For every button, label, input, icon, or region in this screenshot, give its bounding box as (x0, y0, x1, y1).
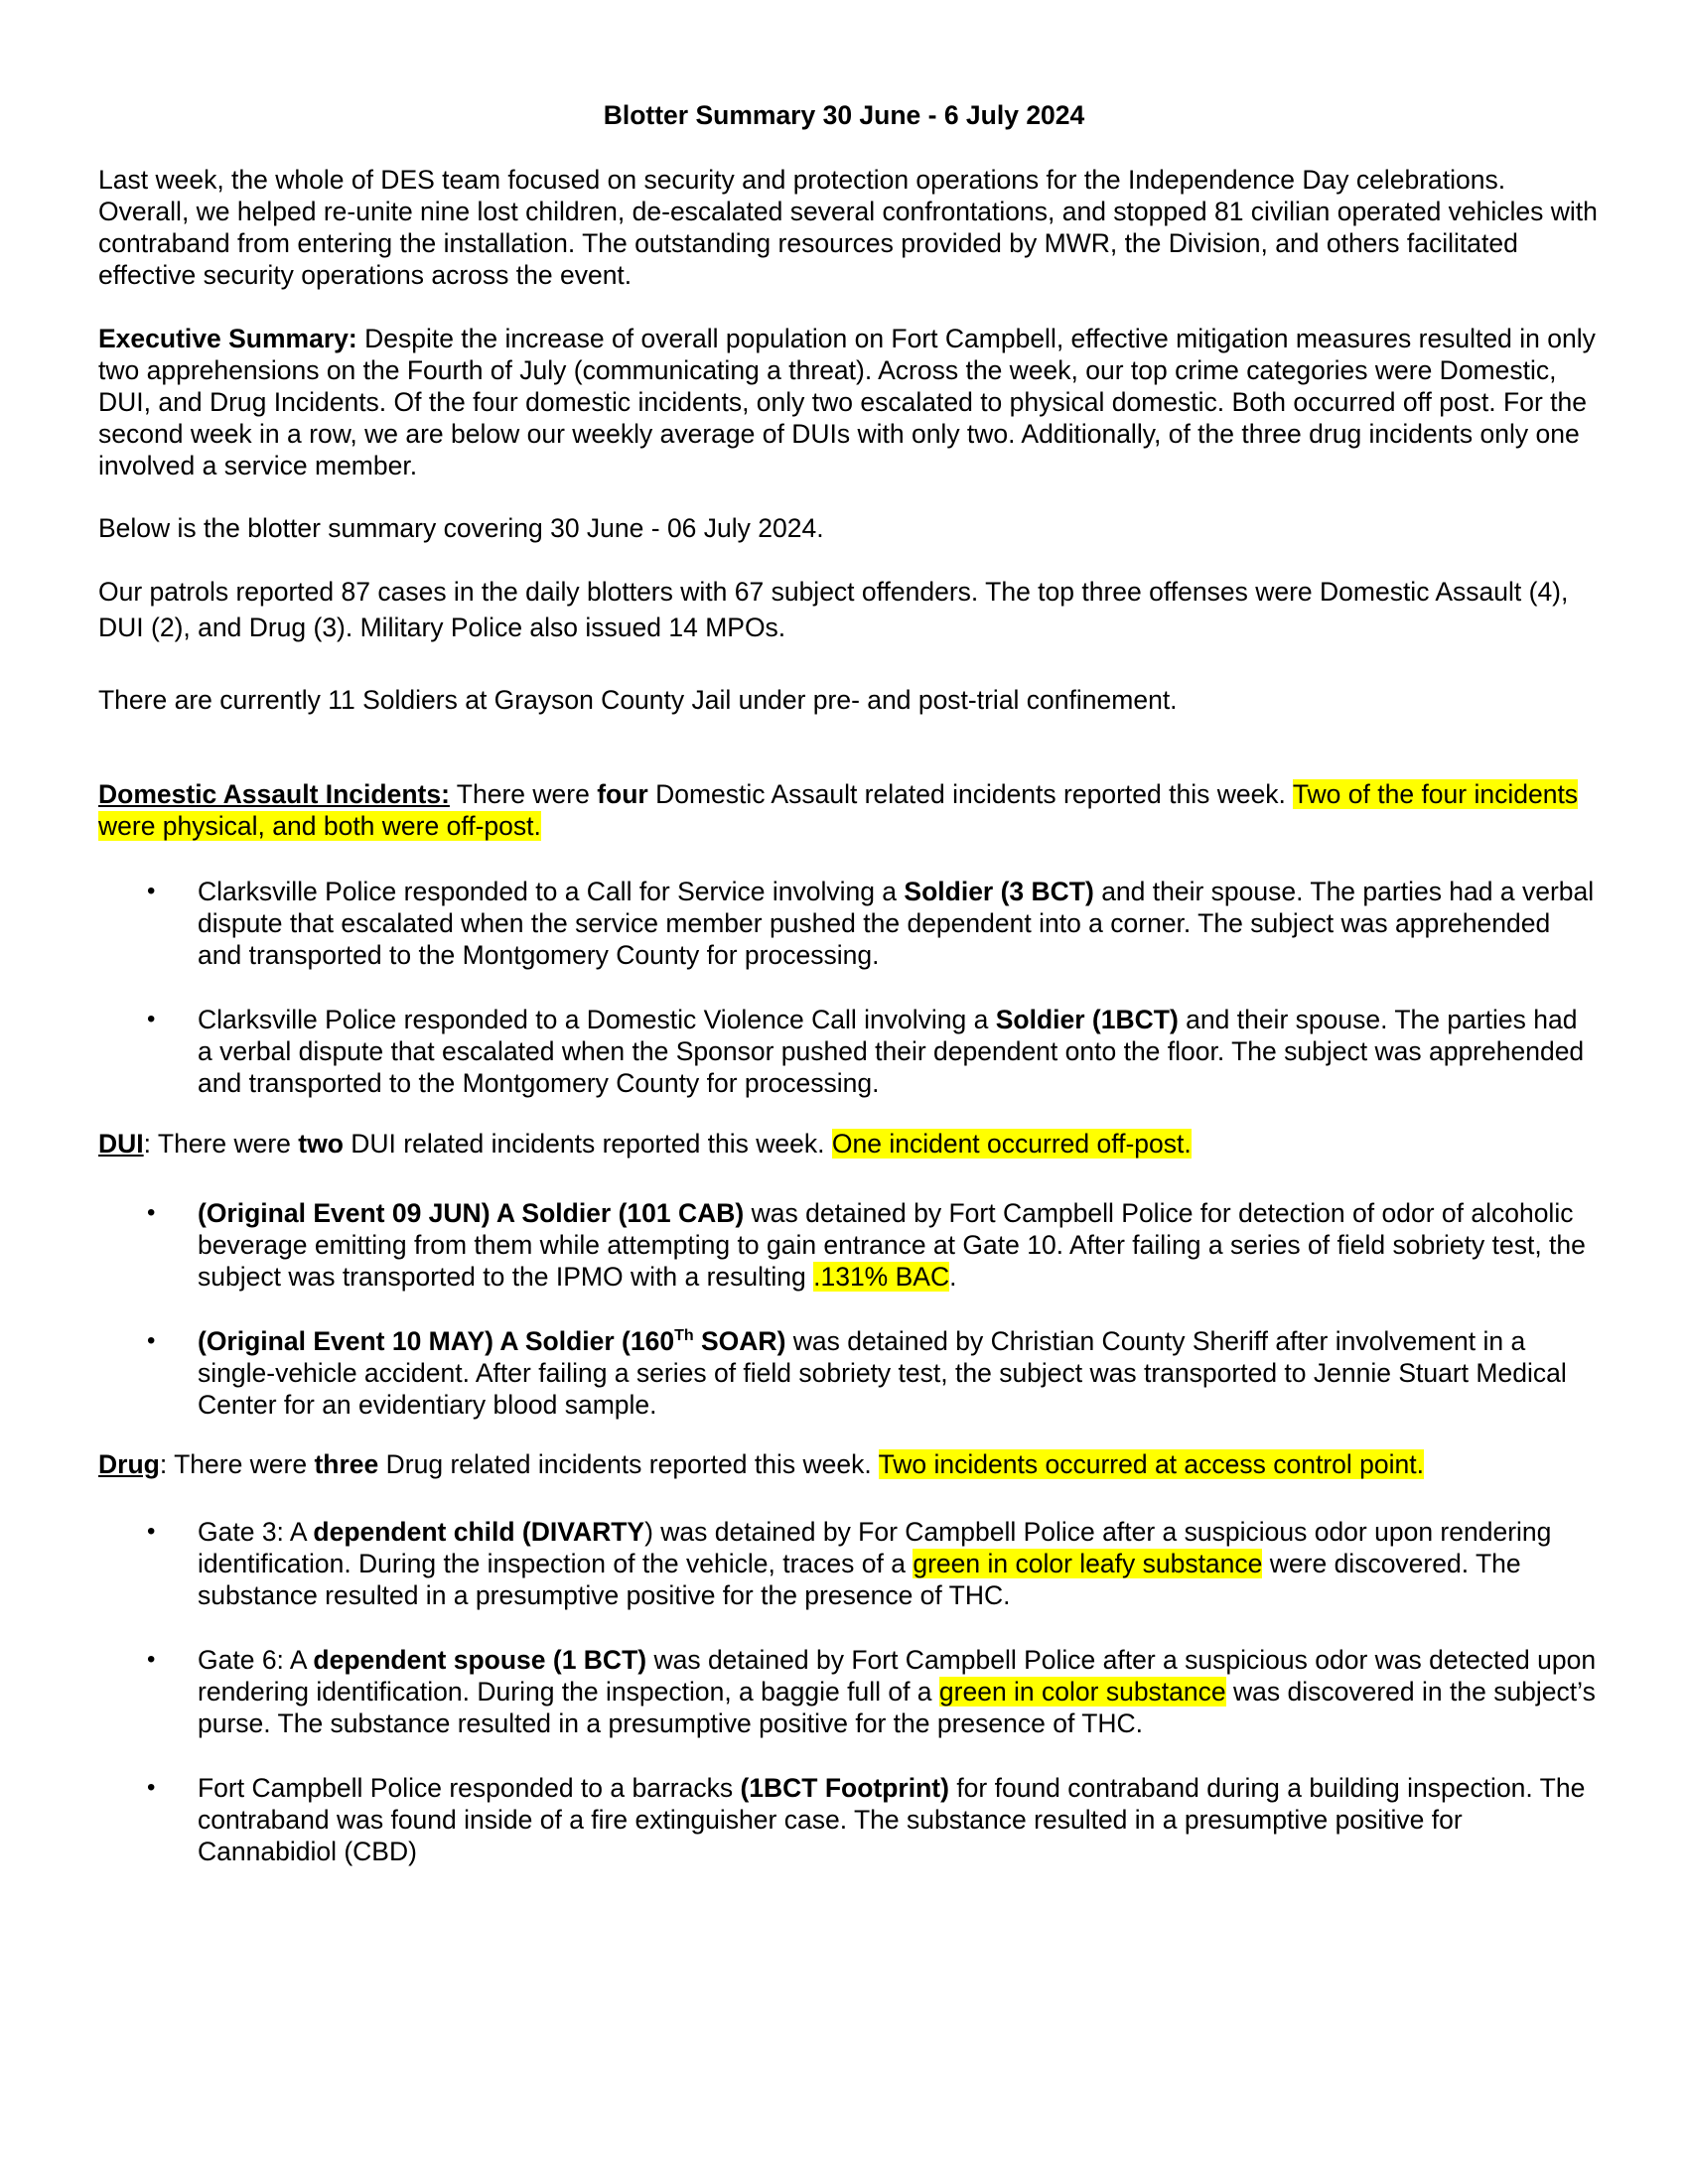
bullet-icon: • (147, 1327, 156, 1354)
bullet-icon: • (147, 878, 156, 904)
incident-text: Gate 6: A (198, 1645, 314, 1675)
drug-count: three (314, 1449, 379, 1479)
incident-subject: Soldier (3 BCT) (904, 877, 1094, 906)
patrols-paragraph: Our patrols reported 87 cases in the daily blotters with 67 subject offenders. The top three offenses were Domestic Assault (4), DUI (2), and Drug (3). Military Police also issued 14 MPOs. (98, 577, 1569, 642)
dui-text-2: DUI related incidents reported this week. (343, 1129, 832, 1159)
incident-text: for found contraband during a building inspection. The contraband was found inside of a fire extinguisher case. The substance resulted in a presumptive positive for Cannabidiol (CBD) (198, 1773, 1586, 1866)
incident-text: and their spouse. The parties had a verbal dispute that escalated when the service member pushed the dependent into a corner. The subject was apprehended and transported to the Montgomery County for processing. (198, 877, 1595, 970)
bullet-icon: • (147, 1774, 156, 1801)
page-title: Blotter Summary 30 June - 6 July 2024 (603, 100, 1085, 130)
incident-subject: (Original Event 10 MAY) A Soldier (160 (198, 1326, 675, 1356)
domestic-incident-1 (147, 876, 1597, 971)
incident-text: and their spouse. The parties had a verbal dispute that escalated when the Sponsor pushed their dependent onto the floor. The subject was apprehended and transported to the Montgomery County for processing. (198, 1005, 1585, 1098)
incident-text: Clarksville Police responded to a Call for Service involving a (198, 877, 905, 906)
drug-label: Drug (98, 1449, 160, 1479)
domestic-highlight: Two of the four incidents were physical, and both were off-post. (98, 779, 1579, 841)
incident-text: ) was detained by For Campbell Police after a suspicious odor upon rendering identification. During the inspection of the vehicle, traces of a (198, 1517, 1552, 1578)
executive-summary-paragraph (98, 323, 1598, 481)
drug-incident-1 (147, 1516, 1597, 1611)
bullet-icon: • (147, 1006, 156, 1032)
incident-text: Fort Campbell Police responded to a barracks (198, 1773, 741, 1803)
incident-subject: SOAR) (693, 1326, 786, 1356)
bullet-icon: • (147, 1199, 156, 1226)
executive-summary-text: Despite the increase of overall population on Fort Campbell, effective mitigation measures resulted in only two apprehensions on the Fourth of July (communicating a threat). Across the week, our top crime categories were Domestic, DUI, and Drug Incidents. Of the four domestic incidents, only two escalated to physical domestic. Both occurred off post. For the second week in a row, we are below our weekly average of DUIs with only two. Additionally, of the three drug incidents only one involved a service member. (98, 324, 1596, 480)
incident-text: Gate 3: A (198, 1517, 314, 1547)
drug-text-1: : There were (159, 1449, 315, 1479)
bullet-icon: • (147, 1518, 156, 1545)
drug-incident-3 (147, 1772, 1597, 1867)
bullet-icon: • (147, 1646, 156, 1673)
incident-subject: dependent spouse (1 BCT) (313, 1645, 647, 1675)
dui-incident-2 (147, 1325, 1597, 1421)
bac-highlight: .131% BAC (813, 1262, 950, 1292)
dui-count: two (298, 1129, 344, 1159)
substance-highlight: green in color leafy substance (913, 1549, 1263, 1578)
incident-text: was detained by Fort Campbell Police for detection of odor of alcoholic beverage emitting from them while attempting to gain entrance at Gate 10. After failing a series of field sobriety test, the subject was transported to the IPMO with a resulting (198, 1198, 1586, 1292)
blotter-coverage-line: Below is the blotter summary covering 30 June - 06 July 2024. (98, 513, 824, 543)
superscript: Th (674, 1327, 694, 1345)
drug-section-heading (98, 1448, 1598, 1480)
substance-highlight: green in color substance (938, 1677, 1226, 1706)
domestic-text-2: Domestic Assault related incidents reported this week. (647, 779, 1293, 809)
executive-summary-label: Executive Summary: (98, 324, 357, 353)
dui-text-1: : There were (143, 1129, 299, 1159)
domestic-label: Domestic Assault Incidents: (98, 779, 450, 809)
dui-label: DUI (98, 1129, 144, 1159)
incident-text: was discovered in the subject’s purse. The substance resulted in a presumptive positive for the presence of THC. (198, 1677, 1596, 1738)
domestic-section-heading (98, 778, 1598, 842)
incident-subject: (1BCT Footprint) (740, 1773, 949, 1803)
incident-text: . (949, 1262, 957, 1292)
incident-text: were discovered. The substance resulted in a presumptive positive for the presence of THC. (198, 1549, 1521, 1610)
incident-subject: (Original Event 09 JUN) A Soldier (101 CAB) (198, 1198, 745, 1228)
incident-text: Clarksville Police responded to a Domestic Violence Call involving a (198, 1005, 996, 1034)
dui-incident-1 (147, 1197, 1597, 1293)
incident-subject: dependent child (DIVARTY (313, 1517, 645, 1547)
incident-text: was detained by Fort Campbell Police after a suspicious odor was detected upon rendering identification. During the inspection, a baggie full of a (198, 1645, 1597, 1706)
intro-paragraph: Last week, the whole of DES team focused on security and protection operations for the Independence Day celebrations. Overall, we helped re-unite nine lost children, de-escalated several confrontations, and stopped 81 civilian operated vehicles with contraband from entering the installation. The outstanding resources provided by MWR, the Division, and others facilitated effective security operations across the event. (98, 165, 1598, 290)
incident-text: was detained by Christian County Sheriff after involvement in a single-vehicle accident. After failing a series of field sobriety test, the subject was transported to Jennie Stuart Medical Center for an evidentiary blood sample. (198, 1326, 1567, 1420)
dui-section-heading (98, 1128, 1598, 1160)
dui-highlight: One incident occurred off-post. (831, 1129, 1192, 1159)
incident-subject: Soldier (1BCT) (995, 1005, 1179, 1034)
domestic-text-1: There were (449, 779, 598, 809)
domestic-count: four (597, 779, 648, 809)
domestic-incident-2 (147, 1004, 1597, 1099)
drug-text-2: Drug related incidents reported this week. (378, 1449, 879, 1479)
drug-incident-2 (147, 1644, 1597, 1739)
drug-highlight: Two incidents occurred at access control point. (878, 1449, 1424, 1479)
jail-paragraph: There are currently 11 Soldiers at Grayson County Jail under pre- and post-trial confinement. (98, 685, 1178, 715)
